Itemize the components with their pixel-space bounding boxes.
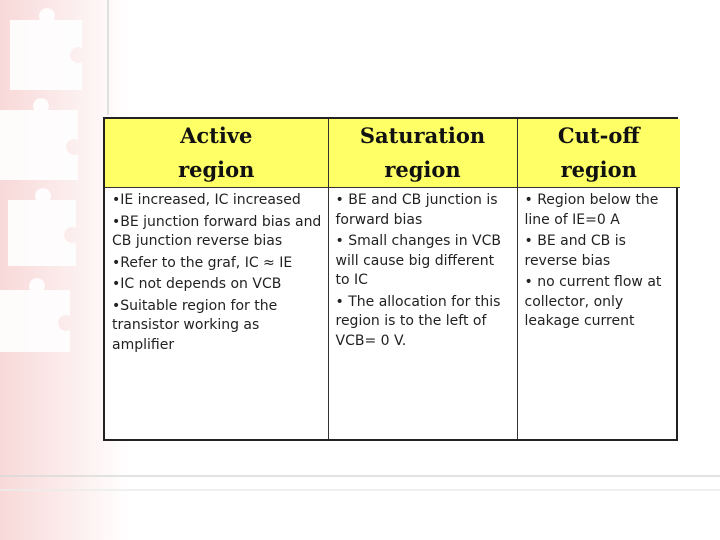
content-row xyxy=(105,188,680,440)
regions-table xyxy=(103,117,678,441)
header-line: Saturation xyxy=(359,123,486,148)
header-active-region xyxy=(105,119,328,188)
header-line: region xyxy=(384,157,461,182)
header-line: region xyxy=(178,157,255,182)
active-item: •BE junction forward bias and CB junction reverse bias xyxy=(112,213,322,249)
header-line: Cut-off xyxy=(557,123,640,148)
header-saturation-region xyxy=(328,119,517,188)
header-cutoff-region xyxy=(517,119,680,188)
header-row xyxy=(105,119,680,188)
active-item: •Suitable region for the transistor working as amplifier xyxy=(112,297,278,353)
active-item: •IE increased, IC increased xyxy=(112,192,301,208)
saturation-region-cell xyxy=(328,188,517,440)
saturation-item: • Small changes in VCB will cause big different to IC xyxy=(335,233,501,288)
active-item: •Refer to the graf, IC ≈ IE xyxy=(112,254,293,271)
regions-table-grid xyxy=(105,119,680,439)
active-region-cell xyxy=(105,188,328,440)
cutoff-item: • BE and CB is reverse bias xyxy=(524,233,626,269)
saturation-item: • The allocation for this region is to the left of VCB= 0 V. xyxy=(335,293,501,349)
cutoff-item: • no current flow at collector, only leakage current xyxy=(524,274,662,329)
active-item: •IC not depends on VCB xyxy=(112,276,282,292)
saturation-item: • BE and CB junction is forward bias xyxy=(335,192,498,228)
header-line: Active xyxy=(180,123,253,148)
cutoff-item: • Region below the line of IE=0 A xyxy=(524,192,659,228)
header-line: region xyxy=(560,157,637,182)
cutoff-region-cell xyxy=(517,188,680,440)
